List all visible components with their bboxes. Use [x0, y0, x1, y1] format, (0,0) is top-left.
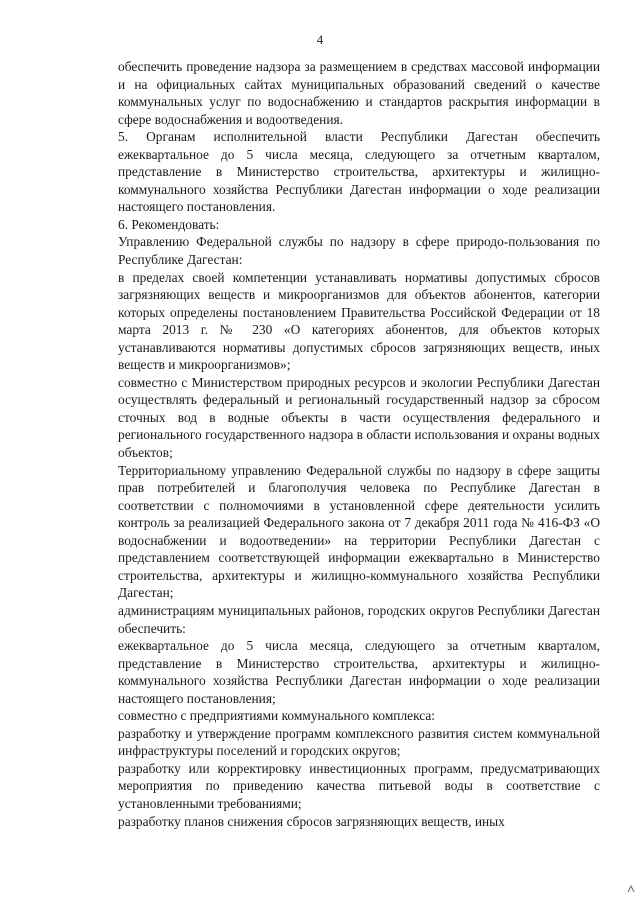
paragraph-item-6: 6. Рекомендовать:: [118, 216, 220, 232]
paragraph-investment: разработку или корректировку инвестиционных программ, предусматривающих мероприятия по приведению качества питьевой воды в соответствие с установленными требованиями;: [118, 760, 600, 811]
paragraph-discharge-plans: разработку планов снижения сбросов загрязняющих веществ, иных: [118, 813, 505, 829]
paragraph-norms: в пределах своей компетенции устанавливать нормативы допустимых сбросов загрязняющих веществ и микроорганизмов для объектов абонентов, категории которых определены постановлением Правительства Российской Федерации от 18 марта 2013 г. № 230 «О категориях абонентов, для объектов которых устанавливаются нормативы допустимых сбросов загрязняющих веществ, иных веществ и микроорганизмов»;: [118, 269, 600, 373]
paragraph-administrations: администрациям муниципальных районов, городских округов Республики Дагестан обеспечить:: [118, 602, 600, 636]
paragraph-rosprirodnadzor: Управлению Федеральной службы по надзору в сфере природо-пользования по Республике Дагестан:: [118, 234, 600, 268]
paragraph-utilities: совместно с предприятиями коммунального комплекса:: [118, 708, 436, 724]
paragraph-quarterly-report: ежеквартальное до 5 числа месяца, следующего за отчетным кварталом, представление в Министерство строительства, архитектуры и жилищно-коммунального хозяйства Республики Дагестан информации о ходе реализации настоящего постановления;: [118, 638, 600, 706]
page-number: 4: [316, 32, 324, 47]
scan-mark-icon: [626, 884, 636, 894]
paragraph-rospotrebnadzor: Территориальному управлению Федеральной службы по надзору в сфере защиты прав потребителей и благополучия человека по Республике Дагестан в соответствии с полномочиями в установленной сфере деятельности усилить контроль за реализацией Федерального закона от 7 декабря 2011 года № 416-ФЗ «О водоснабжении и водоотведении» на территории Республики Дагестан с представлением соответствующей информации ежеквартально в Министерство строительства, архитектуры и жилищно-коммунального хозяйства Республики Дагестан;: [118, 462, 600, 601]
paragraph-programs: разработку и утверждение программ комплексного развития систем коммунальной инфраструктуры поселений и городских округов;: [118, 725, 600, 759]
paragraph-supervision: совместно с Министерством природных ресурсов и экологии Республики Дагестан осуществлять федеральный и региональный государственный надзор за сбросом сточных вод в водные объекты в части осуществления федерального и регионального государственного надзора в области использования и охраны водных объектов;: [118, 374, 600, 461]
document-body: [118, 58, 600, 830]
paragraph-item-5: 5. Органам исполнительной власти Республики Дагестан обеспечить ежеквартальное до 5 числа месяца, следующего за отчетным кварталом, представление в Министерство строительства, архитектуры и жилищно-коммунального хозяйства Республики Дагестан информации о ходе реализации настоящего постановления.: [118, 129, 600, 215]
paragraph-1: обеспечить проведение надзора за размещением в средствах массовой информации и на официальных сайтах муниципальных образований сведений о качестве коммунальных услуг по водоснабжению и стандартов раскрытия информации в сфере водоснабжения и водоотведения.: [118, 59, 600, 127]
